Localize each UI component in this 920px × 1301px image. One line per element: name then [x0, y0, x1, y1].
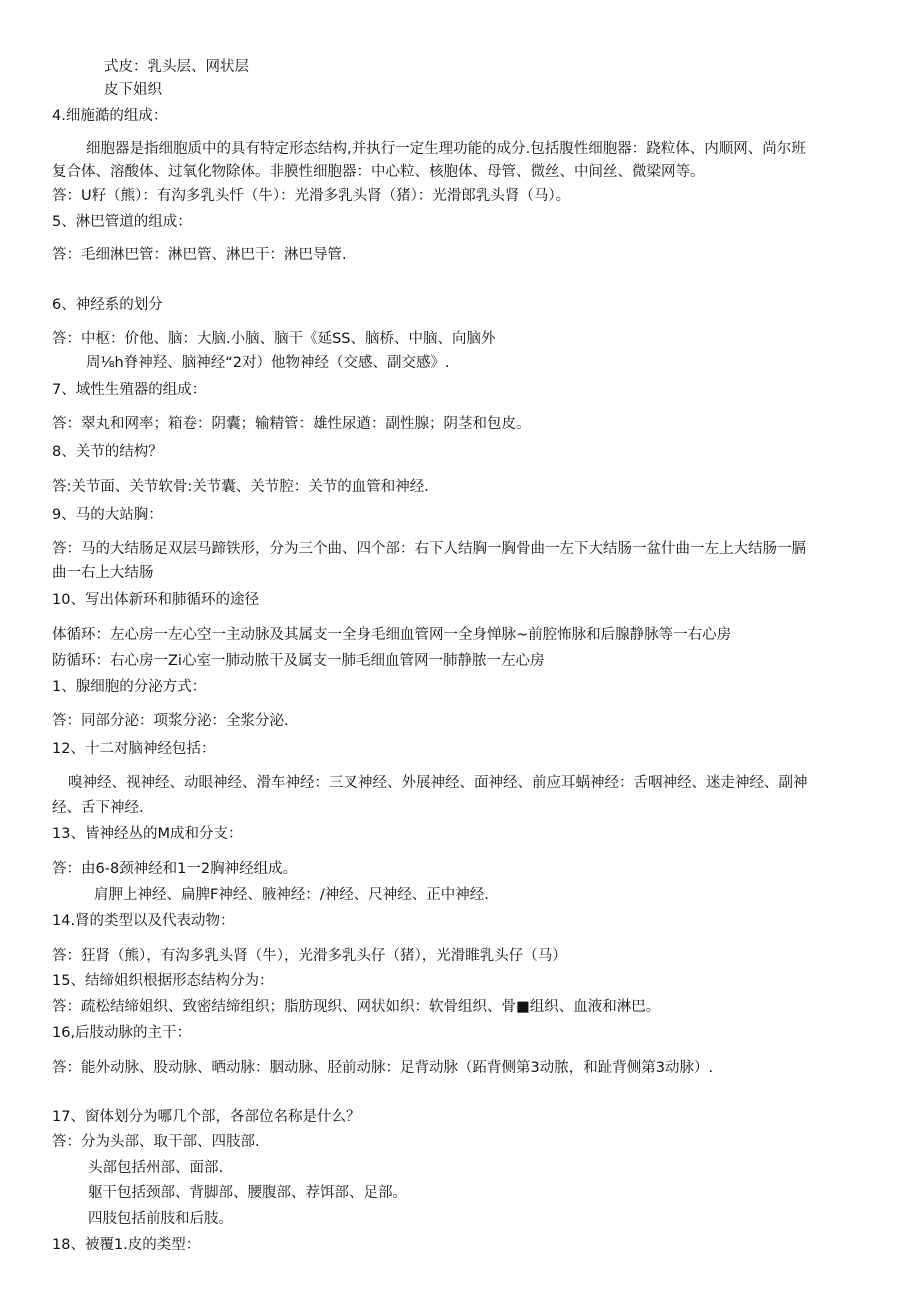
question-heading: 8、关节的结构？ [52, 444, 163, 460]
text-line: 头部包括州部、面部. [88, 1160, 224, 1176]
question-heading: 4.细施澔的组成： [52, 108, 168, 124]
answer-line: 答:关节面、关节软骨:关节囊、关节腔：关节的血管和神经. [52, 479, 429, 495]
answer-line: 答：由6-8颈神经和1一2胸神经组成。 [52, 861, 298, 877]
question-heading: 16,后肢动脉的主干： [52, 1025, 192, 1041]
text-line: 细胞器是指细胞质中的具有特定形态结构,并执行一定生理功能的成分.包括腹性细胞器：跷粒体、内顺网、尚尔班 [86, 141, 806, 157]
text-line: 肩胛上神经、扁脾F神经、腋神经：/神经、尺神经、正中神经. [94, 887, 489, 903]
question-heading: 1、腺细胞的分泌方式： [52, 679, 207, 695]
question-heading: 12、十二对脑神经包括： [52, 741, 216, 757]
question-heading: 5、淋巴管道的组成： [52, 214, 192, 230]
text-line: 嗅神经、视神经、动眼神经、滑车神经：三叉神经、外展神经、面神经、前应耳蜗神经：舌咽神经、迷走神经、副神 [68, 775, 808, 791]
text-line: 体循环：左心房一左心空一主动脉及其属支一全身毛细血管网一全身惮脉~前腔怖脉和后腺静脉等一右心房 [52, 627, 732, 643]
question-heading: 9、马的大站胸： [52, 507, 163, 523]
text-line: 皮下姐织 [104, 82, 162, 98]
question-heading: 13、皆神经丛的M成和分支： [52, 826, 243, 842]
question-heading: 17、窗体划分为哪几个部，各部位名称是什么？ [52, 1109, 361, 1125]
answer-line: 答：能外动脉、股动脉、晒动脉：胭动脉、胫前动脉：足背动脉（跖背侧第3动脓，和趾背侧第3动脉）. [52, 1060, 714, 1076]
answer-line: 答：狂肾（熊），有沟多乳头肾（牛），光滑多乳头仔（猪），光滑睢乳头仔（马） [52, 948, 567, 964]
question-heading: 14.肾的类型以及代表动物： [52, 913, 235, 929]
text-line: 经、舌下神经. [52, 800, 144, 816]
question-heading: 15、结缔姐织根据形态结构分为： [52, 973, 274, 989]
question-heading: 7、域性生殖器的组成： [52, 382, 207, 398]
text-line: 四肢包括前肢和后肢。 [88, 1211, 233, 1227]
question-heading: 6、神经系的划分 [52, 297, 163, 313]
answer-line: 答：分为头部、取干部、四肢部. [52, 1134, 260, 1150]
text-line: 曲一右上大结肠 [52, 565, 154, 581]
answer-line: 答：中枢：价他、脑：大脑.小脑、脑干《延SS、脑桥、中脑、向脑外 [52, 331, 496, 347]
answer-line: 答：同部分泌：项浆分泌：全浆分泌. [52, 713, 289, 729]
answer-line: 答：翠丸和网率；箱卷：阴囊；输精管：雄性尿遒：副性腺；阴茎和包皮。 [52, 416, 531, 432]
answer-line: 答：疏松结缔姐织、致密结缔组织；脂肪现织、网状如织：软骨组织、骨■组织、血液和淋巴。 [52, 999, 661, 1015]
text-line: 复合体、溶酸体、过氧化物除体。非膜性细胞器：中心粒、核胞体、母管、微丝、中间丝、微梁网等。 [52, 164, 705, 180]
text-line: 躯干包括颈部、背脚部、腰腹部、荐饵部、足部。 [88, 1185, 407, 1201]
answer-line: 答：毛细淋巴管：淋巴管、淋巴干：淋巴导管. [52, 247, 347, 263]
question-heading: 18、被覆1.皮的类型： [52, 1237, 201, 1253]
text-line: 式皮：乳头层、网状层 [104, 59, 249, 75]
answer-line: 答：马的大结肠足双层马蹄铁形，分为三个曲、四个部：右下人结胸一胸骨曲一左下大结肠一盆什曲一左上大结肠一膈 [52, 541, 806, 557]
answer-line: 答：U籽（熊）：有沟多乳头忏（牛）：光滑多乳头肾（猪）：光滑郎乳头肾（马）。 [52, 188, 571, 204]
question-heading: 10、写出体新环和肺循环的途径 [52, 592, 259, 608]
text-line: 周⅛h脊神羟、脑神经“2对）他物神经（交感、副交感》. [86, 355, 450, 371]
text-line: 防循环：右心房一Zi心室一肺动脓干及属支一肺毛细血管网一肺静脓一左心房 [52, 653, 545, 669]
